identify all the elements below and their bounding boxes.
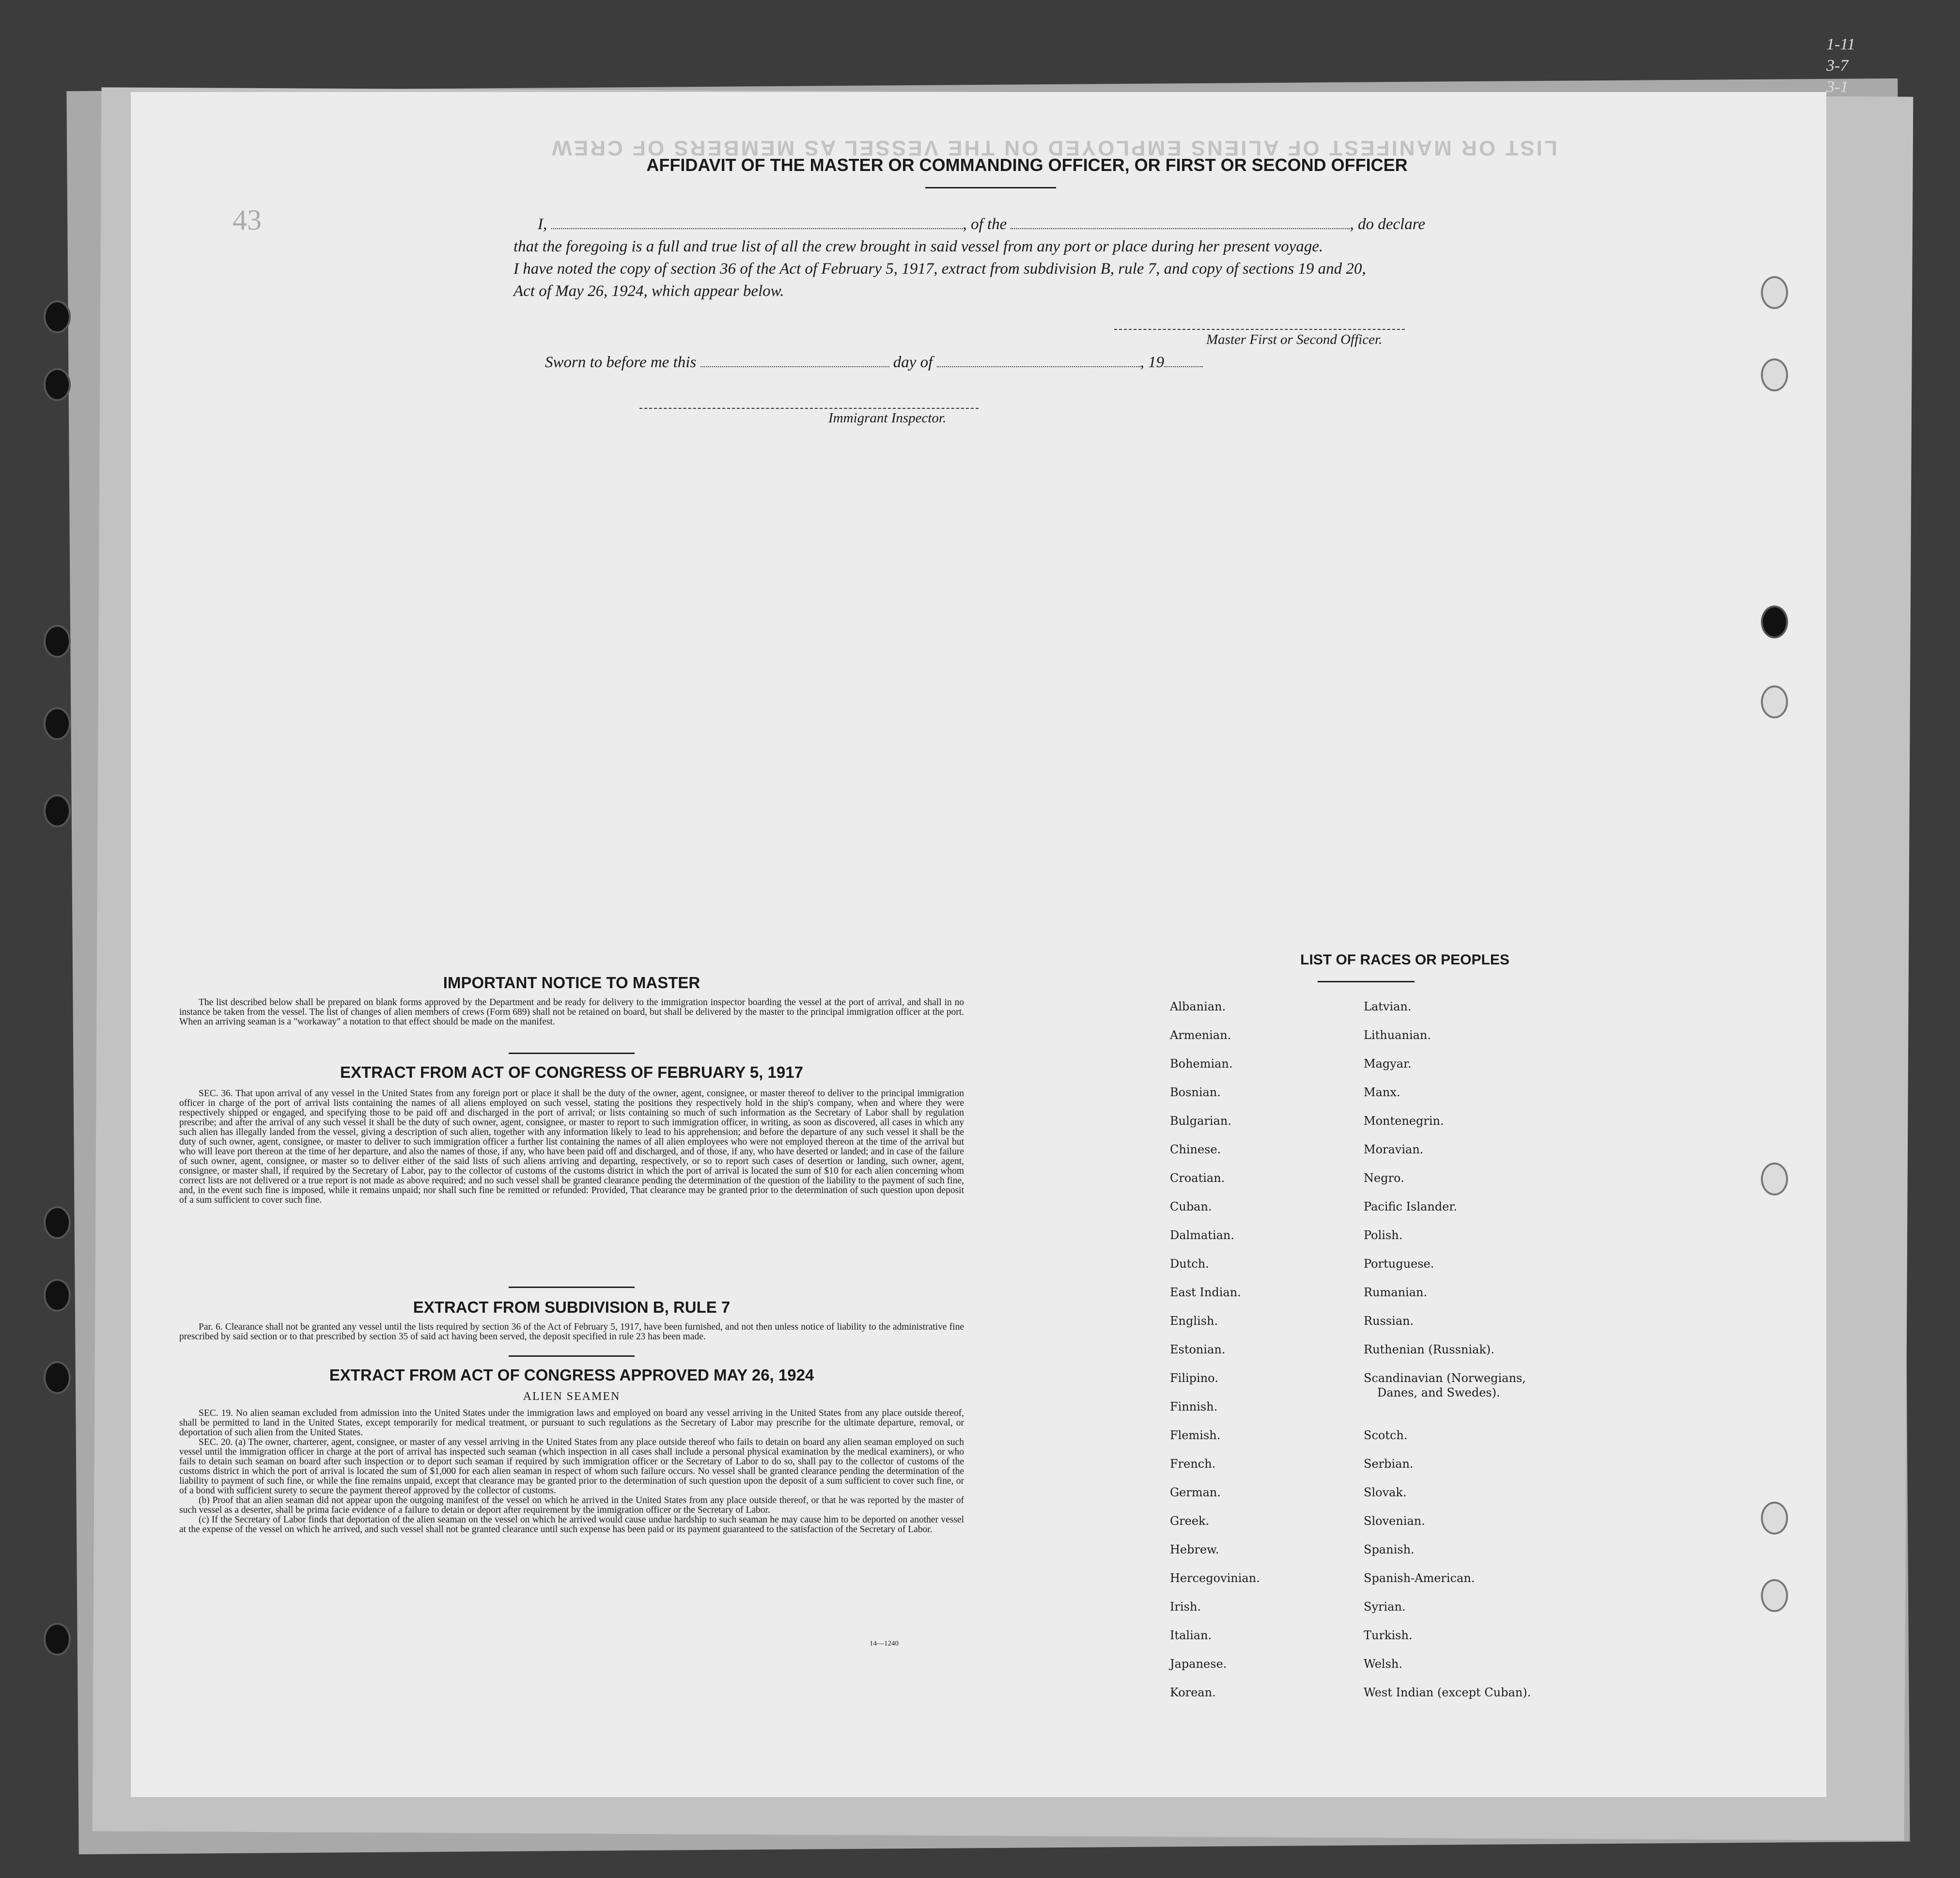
rule7-body: Par. 6. Clearance shall not be granted any vessel until the lists required by section 36 of the Act of February 5, 1917, have been furnished, and not then unless notice of liability to the administrative fine prescribed by said section or to that prescribed by section 35 of said act having been served, the deposit specified in rule 23 has been made. xyxy=(179,1322,964,1342)
binder-hole xyxy=(44,300,71,333)
race-item: Cuban. xyxy=(1170,1200,1212,1213)
race-item: Estonian. xyxy=(1170,1343,1226,1356)
declare-label: , do declare xyxy=(1350,216,1425,233)
race-item: Irish. xyxy=(1170,1600,1201,1614)
race-item: Flemish. xyxy=(1170,1428,1221,1442)
race-item: Polish. xyxy=(1364,1228,1403,1242)
race-item: Russian. xyxy=(1364,1314,1414,1328)
declaration-text xyxy=(513,213,1594,302)
race-item: Armenian. xyxy=(1170,1028,1231,1042)
section-separator xyxy=(509,1355,635,1357)
binder-hole xyxy=(1761,1579,1788,1612)
race-item: Hebrew. xyxy=(1170,1543,1219,1556)
race-item: Greek. xyxy=(1170,1514,1210,1528)
inspector-label: Immigrant Inspector. xyxy=(828,410,947,426)
of-the-label: , of the xyxy=(963,216,1007,233)
races-left-column xyxy=(1170,999,1260,1714)
race-item: Rumanian. xyxy=(1364,1286,1428,1299)
section-separator xyxy=(509,1287,635,1288)
act-1917-title: EXTRACT FROM ACT OF CONGRESS OF FEBRUARY 5, 1917 xyxy=(340,1063,803,1081)
race-item: Pacific Islander. xyxy=(1364,1200,1457,1213)
race-item: East Indian. xyxy=(1170,1286,1241,1299)
notice-body: The list described below shall be prepared on blank forms approved by the Department and be ready for delivery to the immigration inspector boarding the vessel at the port of arrival, and shall in no instance be taken from the vessel. The list of changes of alien members of crews (Form 689) shall not be retained on board, but shall be delivered by the master to the principal immigration officer at the port. When an arriving seaman is a "workaway" a notation to that effect should be made on the manifest. xyxy=(179,997,964,1027)
binder-hole xyxy=(44,794,71,827)
binder-hole xyxy=(44,625,71,658)
binder-hole xyxy=(44,368,71,401)
race-item: Syrian. xyxy=(1364,1600,1406,1614)
race-item: Spanish-American. xyxy=(1364,1571,1475,1585)
race-item: Croatian. xyxy=(1170,1171,1225,1185)
binder-hole xyxy=(44,1206,71,1239)
inspector-signature-line xyxy=(639,408,979,409)
binder-hole xyxy=(1761,1163,1788,1195)
race-item: Korean. xyxy=(1170,1686,1216,1699)
race-item: Slovenian. xyxy=(1364,1514,1425,1528)
race-item: Manx. xyxy=(1364,1086,1400,1099)
i-label: I, xyxy=(538,216,547,233)
declaration-line-3: I have noted the copy of section 36 of the Act of February 5, 1917, extract from subdivision B, rule 7, and copy of sections 19 and 20, xyxy=(513,260,1366,278)
binder-hole xyxy=(1761,1502,1788,1535)
master-label: Master First or Second Officer. xyxy=(1206,332,1383,347)
rule7-title: EXTRACT FROM SUBDIVISION B, RULE 7 xyxy=(413,1298,731,1316)
title-rule xyxy=(925,187,1056,188)
binder-hole xyxy=(1761,276,1788,309)
race-item: Portuguese. xyxy=(1364,1257,1434,1271)
race-item: German. xyxy=(1170,1486,1221,1499)
master-signature-line xyxy=(1114,329,1405,330)
binder-hole xyxy=(44,1361,71,1394)
sworn-month-blank xyxy=(937,354,1140,367)
race-item: Ruthenian (Russniak). xyxy=(1364,1343,1494,1356)
race-item: Dalmatian. xyxy=(1170,1228,1235,1242)
day-of-label: day of xyxy=(893,354,933,371)
race-item: English. xyxy=(1170,1314,1218,1328)
races-title: LIST OF RACES OR PEOPLES xyxy=(1300,952,1509,968)
race-item: Finnish. xyxy=(1170,1400,1218,1413)
race-item: French. xyxy=(1170,1457,1216,1471)
race-item: Bosnian. xyxy=(1170,1086,1221,1099)
binder-hole xyxy=(44,1623,71,1656)
year-label: , 19 xyxy=(1140,354,1165,371)
race-item: Slovak. xyxy=(1364,1486,1407,1499)
race-item: West Indian (except Cuban). xyxy=(1364,1686,1531,1699)
races-right-column xyxy=(1364,999,1531,1714)
binder-hole xyxy=(44,1279,71,1312)
declaration-line-4: Act of May 26, 1924, which appear below. xyxy=(513,282,784,300)
race-item: Magyar. xyxy=(1364,1057,1412,1071)
race-item: Hercegovinian. xyxy=(1170,1571,1260,1585)
notice-title: IMPORTANT NOTICE TO MASTER xyxy=(443,974,700,992)
race-item: Montenegrin. xyxy=(1364,1114,1444,1128)
race-item: Bulgarian. xyxy=(1170,1114,1231,1128)
act-1917-body: SEC. 36. That upon arrival of any vessel in the United States from any foreign port or place it shall be the duty of the owner, agent, consignee, or master thereof to deliver to the principal immigration officer in charge of the port of arrival lists containing the names of all aliens employed on such vessel, stating the positions they respectively hold in the ship's company, when and where they were respectively shipped or engaged, and specifying those to be paid off and discharged in the port of arrival; or lists containing so much of such information as the Secretary of Labor shall by regulation prescribe; and after the arrival of any such vessel it shall be the duty of such owner, agent, consignee, or master to report to such immigration officer, in writing, as soon as discovered, all cases in which any such alien has illegally landed from the vessel, giving a description of such alien, together with any information likely to lead to his apprehension; and before the departure of any such vessel it shall be the duty of such owner, agent, consignee, or master to deliver to such immigration officer a further list containing the names of all alien employees who were not employed thereon at the time of the arrival but who will leave port thereon at the time of her departure, and also the names of those, if any, who have been paid off and discharged, and of those, if any, who have deserted or landed; and in case of the failure of such owner, agent, consignee, or master so to deliver either of the said lists of such aliens arriving and departing, respectively, or so to report such cases of desertion or landing, such owner, agent, consignee, or master shall, if required by the Secretary of Labor, pay to the collector of customs of the customs district in which the port of arrival is located the sum of $10 for each alien concerning whom correct lists are not delivered or a true report is not made as above required; and no such vessel shall be granted clearance pending the determination of the question of the liability to the payment of such fine, and, in the event such fine is imposed, while it remains unpaid; nor shall such fine be remitted or refunded: Provided, That clearance may be granted prior to the determination of such question upon deposit of a sum sufficient to cover such fine. xyxy=(179,1088,964,1205)
binder-hole xyxy=(1761,605,1788,638)
document-page xyxy=(131,92,1826,1797)
race-item: Welsh. xyxy=(1364,1657,1402,1671)
race-item: Scotch. xyxy=(1364,1428,1408,1442)
sworn-line xyxy=(545,354,1369,372)
race-item: Chinese. xyxy=(1170,1143,1221,1156)
race-item: Moravian. xyxy=(1364,1143,1424,1156)
binder-hole xyxy=(1761,685,1788,718)
act-1924-body: SEC. 19. No alien seaman excluded from admission into the United States under the immigration laws and employed on board any vessel arriving in the United States from any place outside thereof, shall be permitted to land in the United States, except temporarily for medical treatment, or pursuant to such regulations as the Secretary of Labor may prescribe for the ultimate departure, removal, or deportation of such alien from the United States. SEC. 20. (a) The owner, charterer, agent, consignee, or master of any vessel arriving in the United States from any place outside thereof who fails to detain on board any alien seaman employed on such vessel until the immigration officer in charge at the port of arrival has inspected such seaman (which inspection in all cases shall include a personal physical examination by the medical examiners), or who fails to detain such seaman on board after such inspection or to deport such seaman if required by such immigration officer or the Secretary of Labor to do so, shall pay to the collector of customs of the customs district in which the port of arrival is located the sum of $1,000 for each alien seaman in respect of whom such failure occurs. No vessel shall be granted clearance pending the determination of the liability to payment of such fine, or while the fine remains unpaid, except that clearance may be granted prior to the determination of such question upon the deposit of a sum sufficient to cover such fine, or of a bond with sufficient surety to secure the payment thereof approved by the collector of customs. (b) Proof that an alien seaman did not appear upon the outgoing manifest of the vessel on which he arrived in the United States from any place outside thereof, or that he was reported by the master of such vessel as a deserter, shall be prima facie evidence of a failure to detain or deport after requirement by the immigration officer or the Secretary of Labor. (c) If the Secretary of Labor finds that deportation of the alien seaman on the vessel on which he arrived would cause undue hardship to such seaman he may cause him to be deported on another vessel at the expense of the vessel on which he arrived, and such vessel shall not be granted clearance until such expense has been paid or its payment guaranteed to the satisfaction of the Secretary of Labor. xyxy=(179,1408,964,1535)
form-number: 14—1240 xyxy=(870,1640,899,1647)
alien-seamen-subtitle: ALIEN SEAMEN xyxy=(523,1390,621,1403)
race-item: Lithuanian. xyxy=(1364,1028,1431,1042)
race-item: Filipino. xyxy=(1170,1371,1218,1385)
act-1924-title: EXTRACT FROM ACT OF CONGRESS APPROVED MAY 26, 1924 xyxy=(329,1366,814,1384)
name-blank xyxy=(551,216,963,229)
corner-annotation: 1-11 3-7 3-1 xyxy=(1826,35,1855,96)
race-item: Japanese. xyxy=(1170,1657,1227,1671)
binder-hole xyxy=(1761,358,1788,391)
sworn-year-blank xyxy=(1164,354,1203,367)
race-item: Scandinavian (Norwegians, Danes, and Swedes). xyxy=(1364,1371,1526,1399)
race-item: Albanian. xyxy=(1170,1000,1226,1013)
sworn-day-blank xyxy=(700,354,889,367)
race-item: Bohemian. xyxy=(1170,1057,1233,1071)
race-item: Latvian. xyxy=(1364,1000,1412,1013)
race-item: Serbian. xyxy=(1364,1457,1414,1471)
races-rule xyxy=(1318,981,1415,982)
race-item: Turkish. xyxy=(1364,1629,1413,1642)
affidavit-title: AFFIDAVIT OF THE MASTER OR COMMANDING OFFICER, OR FIRST OR SECOND OFFICER xyxy=(646,155,1408,175)
race-item: Dutch. xyxy=(1170,1257,1209,1271)
declaration-line-2: that the foregoing is a full and true list of all the crew brought in said vessel from any port or place during her present voyage. xyxy=(513,238,1323,255)
vessel-blank xyxy=(1011,216,1350,229)
sworn-prefix: Sworn to before me this xyxy=(545,354,697,371)
race-item: Negro. xyxy=(1364,1171,1404,1185)
binder-hole xyxy=(44,707,71,740)
bleed-through-heading: LIST OR MANIFEST OF ALIENS EMPLOYED ON THE VESSEL AS MEMBERS OF CREW xyxy=(550,136,1557,160)
page-mark: 43 xyxy=(233,204,262,236)
section-separator xyxy=(509,1053,635,1054)
race-item: Italian. xyxy=(1170,1629,1212,1642)
race-item: Spanish. xyxy=(1364,1543,1415,1556)
